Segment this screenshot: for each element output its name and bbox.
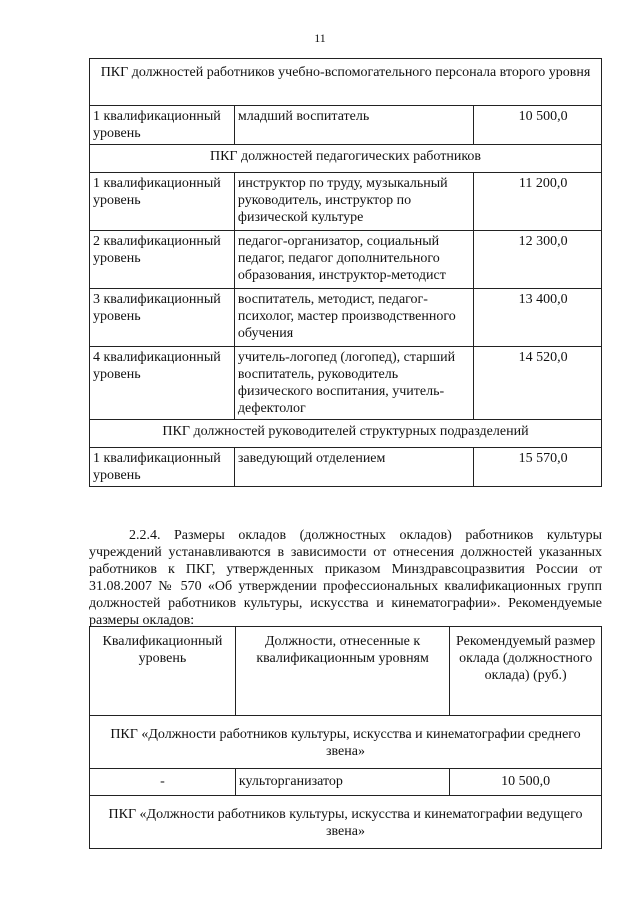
table-row: [90, 347, 602, 420]
group-header-row: [90, 796, 602, 849]
group-title: ПКГ «Должности работников культуры, искусства и кинематографии ведущего звена»: [90, 796, 602, 849]
level-cell: -: [90, 769, 236, 796]
level-cell: 4 квалификационный уровень: [90, 347, 235, 420]
group-header-row: [90, 59, 602, 106]
body-paragraph: [89, 527, 602, 629]
positions-cell: инструктор по труду, музыкальный руководитель, инструктор по физической культуре: [234, 173, 473, 231]
level-cell: 1 квалификационный уровень: [90, 173, 235, 231]
positions-cell: заведующий отделением: [234, 448, 473, 487]
column-header: Должности, отнесенные к квалификационным уровням: [235, 627, 449, 716]
group-header-row: [90, 145, 602, 173]
page-number: 11: [314, 31, 326, 45]
level-cell: 3 квалификационный уровень: [90, 289, 235, 347]
level-cell: 1 квалификационный уровень: [90, 106, 235, 145]
salary-table-culture: [89, 626, 602, 849]
group-header-row: [90, 420, 602, 448]
positions-cell: учитель-логопед (логопед), старший воспитатель, руководитель физического воспитания, учитель-дефектолог: [234, 347, 473, 420]
table-row: [90, 448, 602, 487]
group-header-row: [90, 716, 602, 769]
group-title: ПКГ должностей педагогических работников: [90, 145, 602, 173]
group-title: ПКГ должностей работников учебно-вспомогательного персонала второго уровня: [90, 59, 602, 106]
header-row: [90, 627, 602, 716]
salary-cell: 13 400,0: [474, 289, 602, 347]
salary-cell: 14 520,0: [474, 347, 602, 420]
table-row: [90, 173, 602, 231]
salary-table-education: [89, 58, 602, 487]
table-row: [90, 769, 602, 796]
salary-cell: 10 500,0: [450, 769, 602, 796]
positions-cell: воспитатель, методист, педагог-психолог, мастер производственного обучения: [234, 289, 473, 347]
positions-cell: младший воспитатель: [234, 106, 473, 145]
column-header: Квалификационный уровень: [90, 627, 236, 716]
positions-cell: педагог-организатор, социальный педагог, педагог дополнительного образования, инструктор-методист: [234, 231, 473, 289]
salary-cell: 11 200,0: [474, 173, 602, 231]
column-header: Рекомендуемый размер оклада (должностного оклада) (руб.): [450, 627, 602, 716]
table-row: [90, 106, 602, 145]
salary-cell: 12 300,0: [474, 231, 602, 289]
table-row: [90, 231, 602, 289]
salary-cell: 15 570,0: [474, 448, 602, 487]
level-cell: 1 квалификационный уровень: [90, 448, 235, 487]
group-title: ПКГ «Должности работников культуры, искусства и кинематографии среднего звена»: [90, 716, 602, 769]
paragraph-text: 2.2.4. Размеры окладов (должностных окладов) работников культуры учреждений устанавливаются в зависимости от отнесения должностей указанных работников к ПКГ, утвержденных приказом Минздравсоцразвития России от 31.08.2007 № 570 «Об утверждении профессиональных квалификационных групп должностей работников культуры, искусства и кинематографии». Рекомендуемые размеры окладов:: [89, 528, 602, 628]
group-title: ПКГ должностей руководителей структурных подразделений: [90, 420, 602, 448]
positions-cell: культорганизатор: [235, 769, 449, 796]
table-row: [90, 289, 602, 347]
salary-cell: 10 500,0: [474, 106, 602, 145]
level-cell: 2 квалификационный уровень: [90, 231, 235, 289]
